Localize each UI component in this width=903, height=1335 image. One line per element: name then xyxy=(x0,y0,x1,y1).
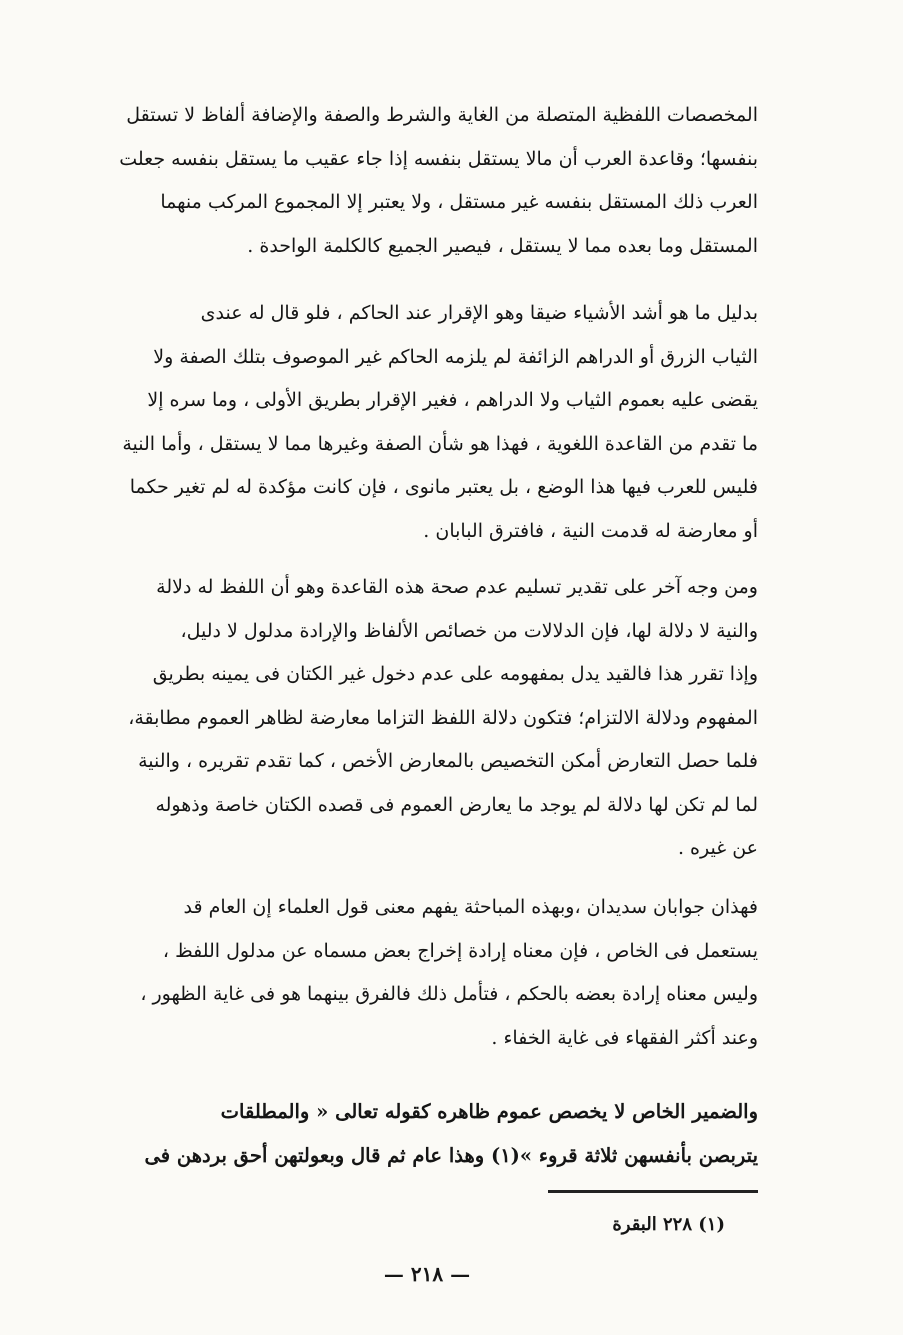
paragraph-line: ما تقدم من القاعدة اللغوية ، فهذا هو شأن الصفة وغيرها مما لا يستقل ، وأما النية xyxy=(122,432,758,455)
paragraph-1 xyxy=(96,94,758,268)
paragraph-line: بنفسها؛ وقاعدة العرب أن مالا يستقل بنفسه إذا جاء عقيب ما يستقل بنفسه جعلت xyxy=(119,147,758,170)
paragraph-line: عن غيره . xyxy=(677,837,758,859)
paragraph-line: يتربصن بأنفسهن ثلاثة قروء »(١) وهذا عام ثم قال وبعولتهن أحق بردهن فى xyxy=(144,1143,758,1167)
paragraph-line: أو معارضة له قدمت النية ، فافترق البابان . xyxy=(423,519,758,542)
paragraph-3 xyxy=(96,566,758,871)
paragraph-line: العرب ذلك المستقل بنفسه غير مستقل ، ولا يعتبر إلا المجموع المركب منهما xyxy=(160,191,758,213)
paragraph-line: وليس معناه إرادة بعضه بالحكم ، فتأمل ذلك فالفرق بينهما هو فى غاية الظهور ، xyxy=(140,983,758,1005)
page-number: — ٢١٨ — xyxy=(383,1262,471,1286)
paragraph-line: فليس للعرب فيها هذا الوضع ، بل يعتبر مانوى ، فإن كانت مؤكدة له لم تغير حكما xyxy=(129,476,758,498)
footnote-divider xyxy=(548,1190,758,1193)
paragraph-line: وعند أكثر الفقهاء فى غاية الخفاء . xyxy=(491,1026,758,1049)
paragraph-2 xyxy=(96,292,758,553)
paragraph-line: الثياب الزرق أو الدراهم الزائفة لم يلزمه الحاكم غير الموصوف بتلك الصفة ولا xyxy=(153,345,758,368)
paragraph-line: فهذان جوابان سديدان ،وبهذه المباحثة يفهم معنى قول العلماء إن العام قد xyxy=(183,896,758,918)
paragraph-line: يقضى عليه بعموم الثياب ولا الدراهم ، فغير الإقرار بطريق الأولى ، وما سره إلا xyxy=(147,389,758,411)
paragraph-line: فلما حصل التعارض أمكن التخصيص بالمعارض الأخص ، كما تقدم تقريره ، والنية xyxy=(138,750,758,772)
paragraph-line: بدليل ما هو أشد الأشياء ضيقا وهو الإقرار عند الحاكم ، فلو قال له عندى xyxy=(200,302,758,324)
paragraph-line: لما لم تكن لها دلالة لم يوجد ما يعارض العموم فى قصده الكتان خاصة وذهوله xyxy=(155,793,758,816)
paragraph-line: والضمير الخاص لا يخصص عموم ظاهره كقوله تعالى « والمطلقات xyxy=(220,1100,758,1123)
paragraph-line: المفهوم ودلالة الالتزام؛ فتكون دلالة اللفظ التزاما معارضة لظاهر العموم مطابقة، xyxy=(128,706,758,729)
paragraph-5 xyxy=(96,1090,758,1177)
paragraph-4 xyxy=(96,886,758,1060)
footnote: (١) ٢٢٨ البقرة xyxy=(612,1214,725,1235)
paragraph-line: ومن وجه آخر على تقدير تسليم عدم صحة هذه القاعدة وهو أن اللفظ له دلالة xyxy=(156,576,758,598)
paragraph-line: المستقل وما بعده مما لا يستقل ، فيصير الجميع كالكلمة الواحدة . xyxy=(247,234,758,257)
paragraph-line: وإذا تقرر هذا فالقيد يدل بمفهومه على عدم دخول غير الكتان فى يمينه بطريق xyxy=(152,663,758,685)
paragraph-line: يستعمل فى الخاص ، فإن معناه إرادة إخراج بعض مسماه عن مدلول اللفظ ، xyxy=(162,939,758,962)
paragraph-line: والنية لا دلالة لها، فإن الدلالات من خصائص الألفاظ والإرادة مدلول لا دليل، xyxy=(180,619,758,642)
paragraph-line: المخصصات اللفظية المتصلة من الغاية والشرط والصفة والإضافة ألفاظ لا تستقل xyxy=(126,104,758,126)
